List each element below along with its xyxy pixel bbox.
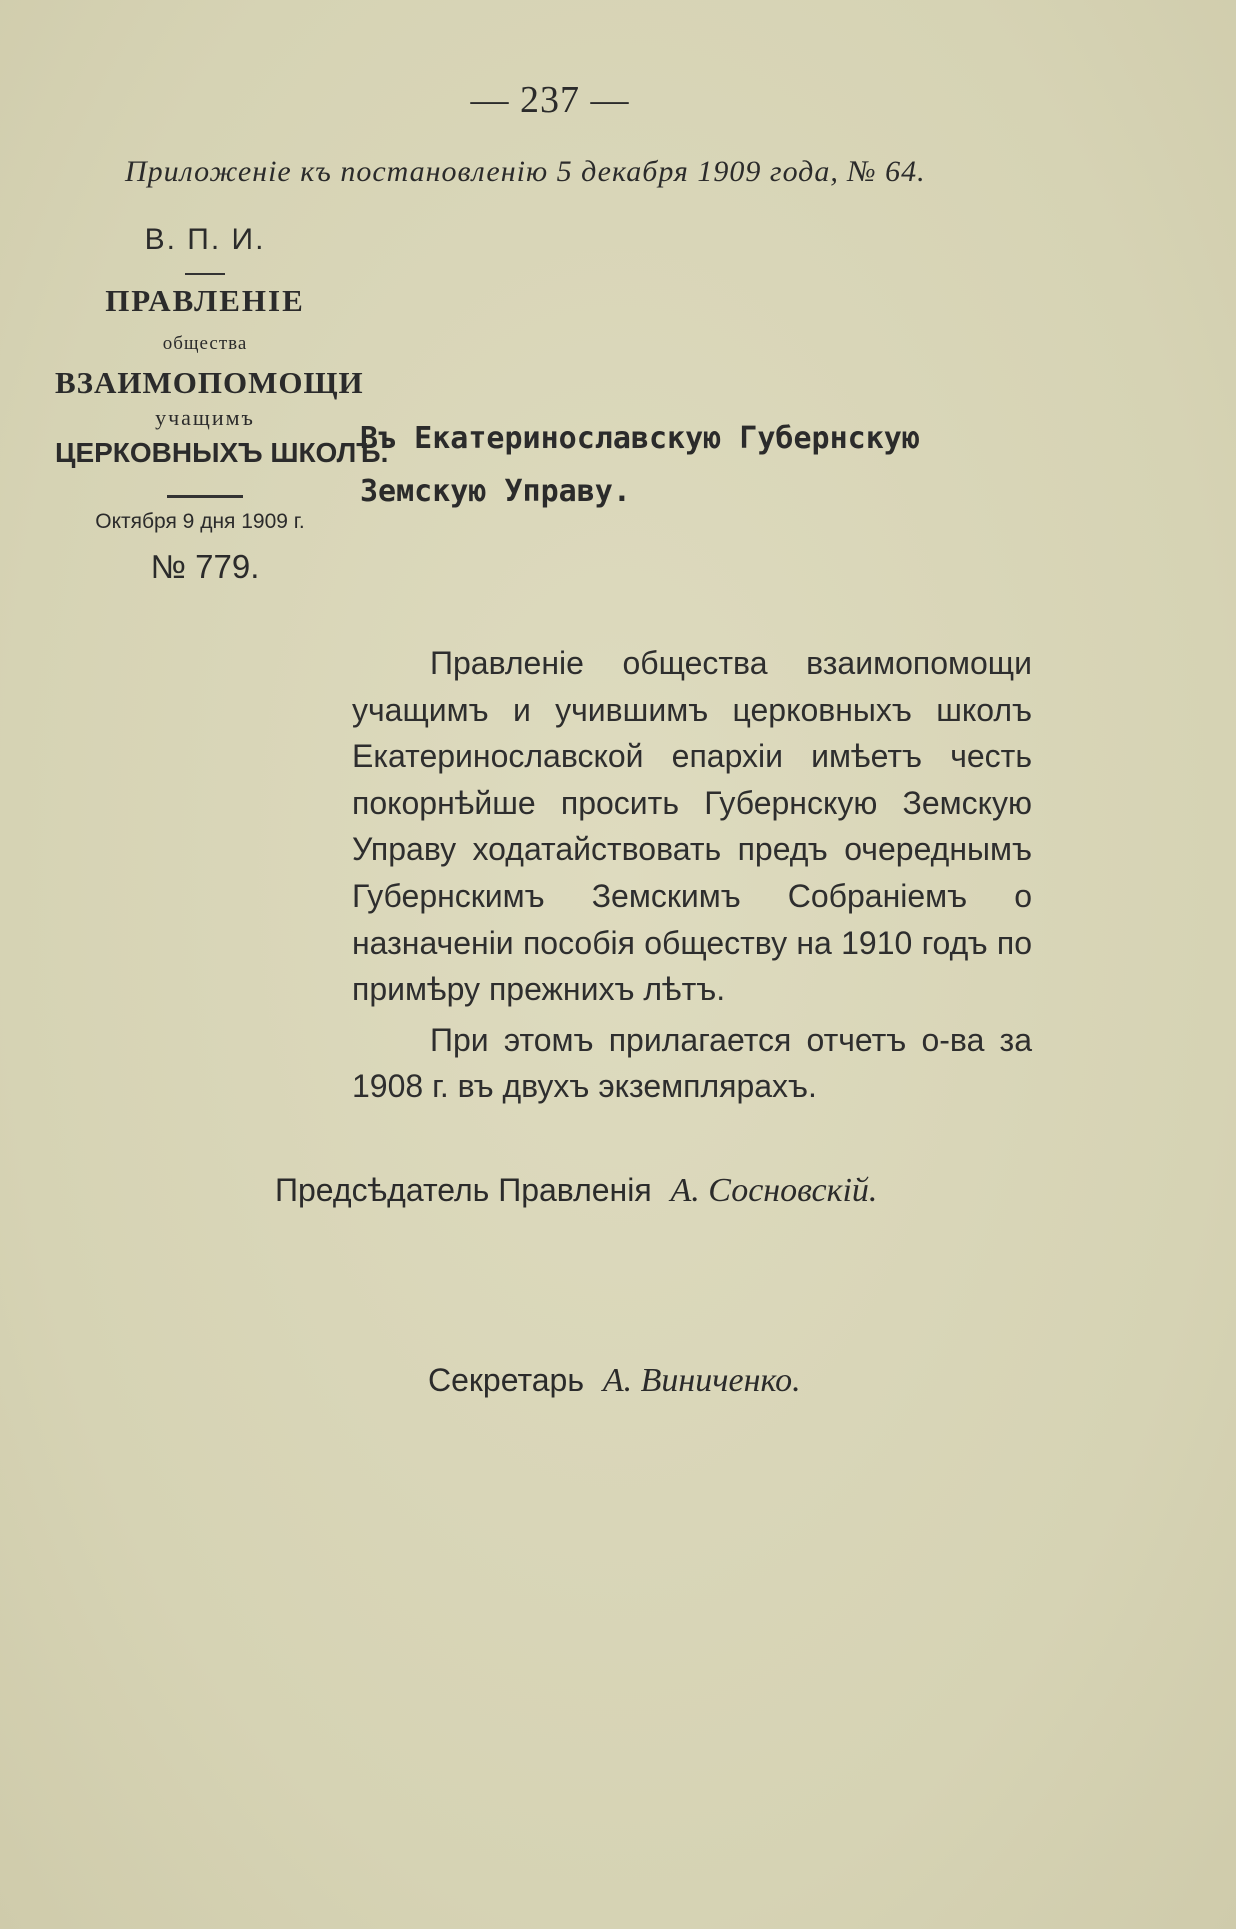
letterhead-board: ПРАВЛЕНІЕ bbox=[105, 283, 305, 318]
letterhead-initials: В. П. И. bbox=[144, 223, 266, 256]
bleed-through: ᅟ bbox=[400, 301, 462, 372]
chair-signature bbox=[275, 1172, 877, 1210]
chair-name: А. Сосновскій. bbox=[670, 1172, 878, 1209]
recipient-line: Земскую Управу. bbox=[360, 474, 631, 509]
appendix-line: Приложеніе къ постановленію 5 декабря 1909 года, № 64. bbox=[125, 155, 926, 188]
letterhead-mutual-aid: ВЗАИМОПОМОЩИ bbox=[55, 365, 364, 400]
letter-body bbox=[352, 640, 1032, 1110]
recipient-line: Въ Екатеринославскую Губернскую bbox=[360, 421, 920, 456]
body-paragraph: Правленіе общества взаимопомощи учащимъ и учившимъ церковныхъ школъ Екатеринославской епархіи имѣетъ честь покорнѣйше просить Губернскую Земскую Управу ходатайствовать предъ очереднымъ Губернскимъ Земскимъ Собраніемъ о назначеніи пособія обществу на 1910 годъ по примѣру прежнихъ лѣтъ. bbox=[352, 645, 1032, 1008]
secretary-signature bbox=[428, 1362, 801, 1400]
page-number: — 237 — bbox=[470, 79, 630, 121]
chair-title: Предсѣдатель Правленія bbox=[275, 1172, 652, 1208]
secretary-title: Секретарь bbox=[428, 1362, 584, 1398]
body-paragraph: При этомъ прилагается отчетъ о-ва за 1908 г. въ двухъ экземплярахъ. bbox=[352, 1021, 1032, 1105]
divider bbox=[185, 273, 225, 275]
letterhead-schools: ЦЕРКОВНЫХЪ ШКОЛЪ. bbox=[55, 437, 389, 468]
secretary-name: А. Виниченко. bbox=[602, 1362, 801, 1399]
divider bbox=[167, 495, 243, 498]
letterhead-students: учащимъ bbox=[155, 405, 255, 430]
recipient-address bbox=[360, 412, 1040, 518]
letterhead-society: общества bbox=[162, 333, 248, 354]
letterhead bbox=[55, 215, 389, 586]
letter-number: № 779. bbox=[150, 548, 260, 585]
letter-date: Октября 9 дня 1909 г. bbox=[95, 510, 305, 533]
